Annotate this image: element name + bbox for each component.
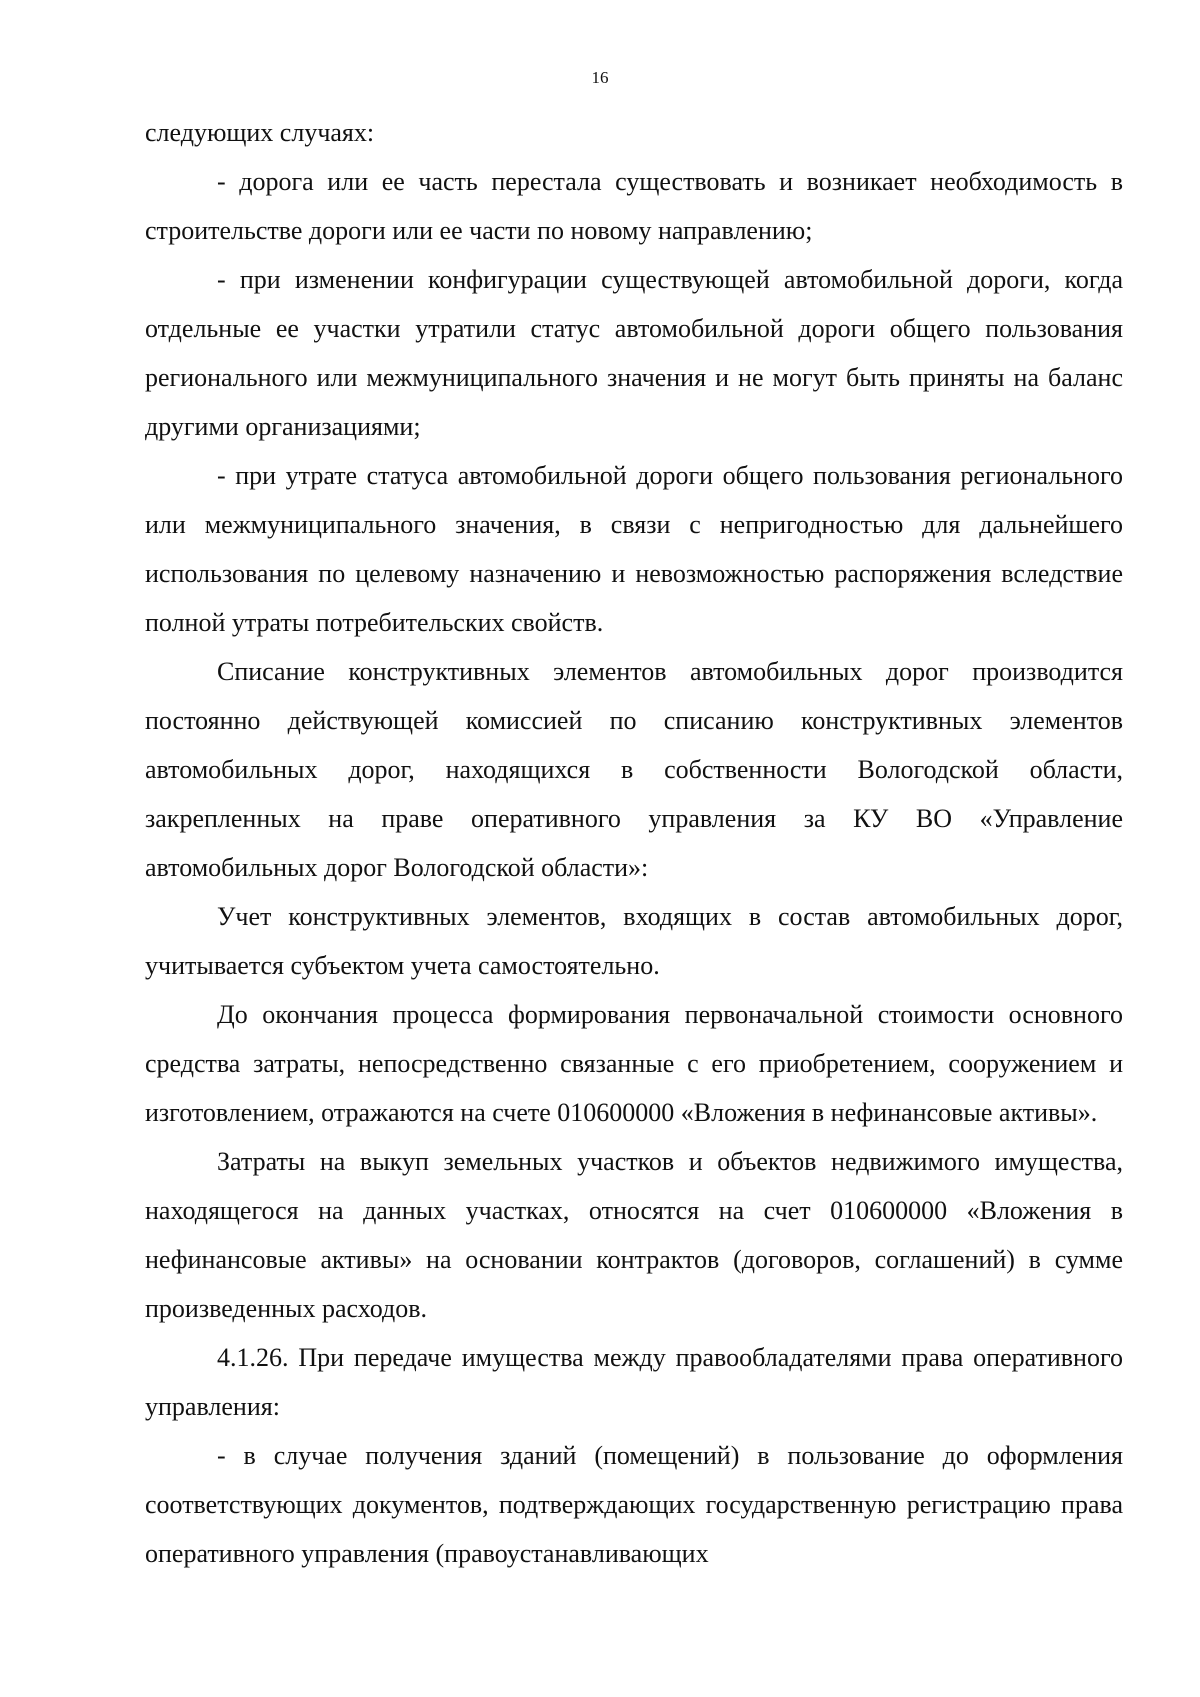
paragraph-list-item-buildings: - в случае получения зданий (помещений) в пользование до оформления соответствующих документов, подтверждающих государственную регистрацию права оперативного управления (правоустанавливающих [145, 1441, 1123, 1568]
page-number: 16 [591, 68, 609, 87]
paragraph-initial-cost: До окончания процесса формирования первоначальной стоимости основного средства затраты, непосредственно связанные с его приобретением, сооружением и изготовлением, отражаются на счете 010600000 «Вложения в нефинансовые активы». [145, 1000, 1123, 1127]
paragraph-section-4-1-26: 4.1.26. При передаче имущества между правообладателями права оперативного управления: [145, 1343, 1123, 1421]
document-body [145, 108, 1123, 1578]
paragraph-list-item-status-loss: - при утрате статуса автомобильной дороги общего пользования регионального или межмуниципального значения, в связи с непригодностью для дальнейшего использования по целевому назначению и невозможностью распоряжения вследствие полной утраты потребительских свойств. [145, 461, 1123, 637]
paragraph-accounting: Учет конструктивных элементов, входящих в состав автомобильных дорог, учитывается субъектом учета самостоятельно. [145, 902, 1123, 980]
paragraph-land-purchase: Затраты на выкуп земельных участков и объектов недвижимого имущества, находящегося на данных участках, относятся на счет 010600000 «Вложения в нефинансовые активы» на основании контрактов (договоров, соглашений) в сумме произведенных расходов. [145, 1147, 1123, 1323]
paragraph-continuation: следующих случаях: [145, 118, 375, 147]
paragraph-write-off: Списание конструктивных элементов автомобильных дорог производится постоянно действующей комиссией по списанию конструктивных элементов автомобильных дорог, находящихся в собственности Вологодской области, закрепленных на праве оперативного управления за КУ ВО «Управление автомобильных дорог Вологодской области»: [145, 657, 1123, 882]
paragraph-list-item-config-change: - при изменении конфигурации существующей автомобильной дороги, когда отдельные ее участки утратили статус автомобильной дороги общего пользования регионального или межмуниципального значения и не могут быть приняты на баланс другими организациями; [145, 265, 1123, 441]
paragraph-list-item-road-ceased: - дорога или ее часть перестала существовать и возникает необходимость в строительстве дороги или ее части по новому направлению; [145, 167, 1123, 245]
